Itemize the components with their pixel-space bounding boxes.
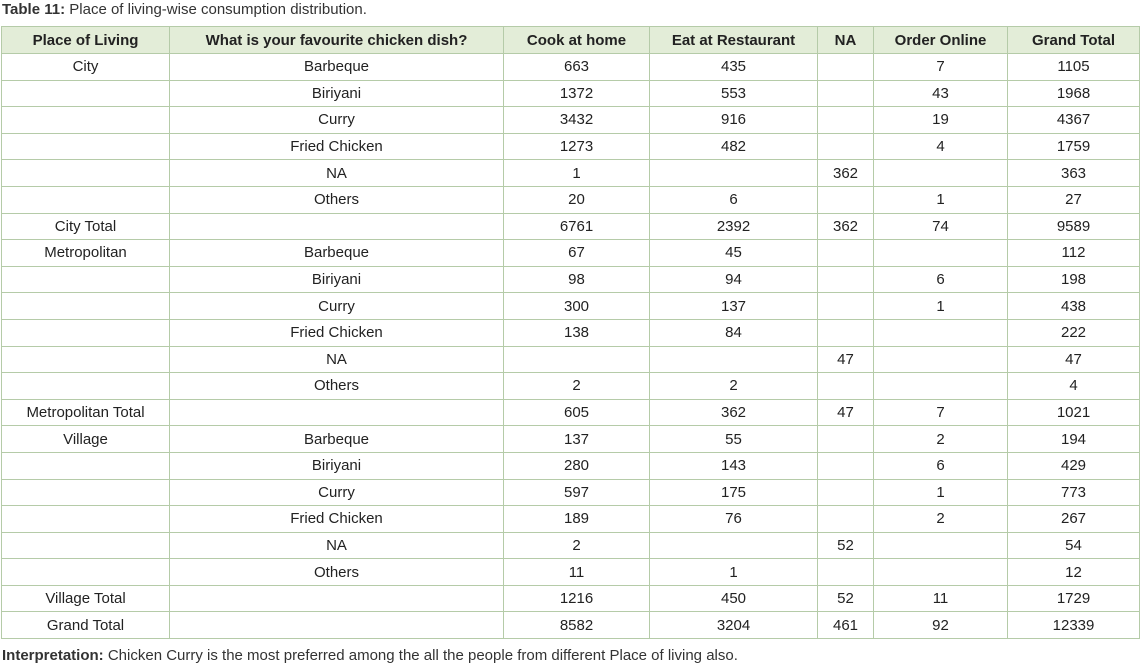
table-cell: 76 (650, 506, 818, 533)
table-cell (818, 133, 874, 160)
table-cell: Others (170, 186, 504, 213)
table-row (2, 160, 1140, 187)
table-cell: 267 (1008, 506, 1140, 533)
table-cell (2, 186, 170, 213)
table-cell (818, 452, 874, 479)
table-cell (2, 293, 170, 320)
table-cell: Biriyani (170, 80, 504, 107)
table-cell (818, 266, 874, 293)
table-cell (818, 293, 874, 320)
table-cell: 47 (1008, 346, 1140, 373)
table-cell: 52 (818, 585, 874, 612)
table-cell: 482 (650, 133, 818, 160)
table-row (2, 54, 1140, 81)
table-row (2, 399, 1140, 426)
table-cell: 363 (1008, 160, 1140, 187)
table-cell: Barbeque (170, 54, 504, 81)
table-cell: NA (170, 532, 504, 559)
table-row (2, 479, 1140, 506)
table-row (2, 213, 1140, 240)
table-cell: NA (170, 160, 504, 187)
table-cell (818, 559, 874, 586)
table-row (2, 559, 1140, 586)
table-cell: 916 (650, 107, 818, 134)
table-row (2, 133, 1140, 160)
table-cell: 1759 (1008, 133, 1140, 160)
table-cell: 1 (504, 160, 650, 187)
table-cell: 2392 (650, 213, 818, 240)
table-cell: 11 (874, 585, 1008, 612)
table-cell: 435 (650, 54, 818, 81)
table-cell: 1 (874, 186, 1008, 213)
table-cell: 175 (650, 479, 818, 506)
interpretation-text: Chicken Curry is the most preferred among the all the people from different Place of living also. (103, 647, 738, 664)
table-cell (818, 319, 874, 346)
table-cell: 597 (504, 479, 650, 506)
table-cell: 4 (1008, 373, 1140, 400)
table-cell: 67 (504, 240, 650, 267)
table-cell: 1021 (1008, 399, 1140, 426)
table-row (2, 319, 1140, 346)
table-cell: Fried Chicken (170, 319, 504, 346)
table-cell: 1372 (504, 80, 650, 107)
table-cell: 92 (874, 612, 1008, 639)
table-cell: Metropolitan (2, 240, 170, 267)
table-cell: 137 (650, 293, 818, 320)
table-row (2, 107, 1140, 134)
caption-label: Table 11: (2, 1, 66, 18)
table-cell: 553 (650, 80, 818, 107)
table-cell (874, 373, 1008, 400)
table-cell: Village Total (2, 585, 170, 612)
table-row (2, 293, 1140, 320)
table-cell: Barbeque (170, 240, 504, 267)
table-cell: 138 (504, 319, 650, 346)
table-cell: 12339 (1008, 612, 1140, 639)
table-cell (170, 399, 504, 426)
table-cell: 280 (504, 452, 650, 479)
table-cell: 47 (818, 399, 874, 426)
table-cell (504, 346, 650, 373)
table-cell: 605 (504, 399, 650, 426)
table-cell: 1729 (1008, 585, 1140, 612)
consumption-table-container (1, 26, 1139, 639)
table-cell: Biriyani (170, 452, 504, 479)
table-cell: 94 (650, 266, 818, 293)
table-cell: 429 (1008, 452, 1140, 479)
table-cell: 112 (1008, 240, 1140, 267)
table-cell (2, 506, 170, 533)
table-cell (2, 160, 170, 187)
table-cell (818, 426, 874, 453)
table-cell (818, 240, 874, 267)
table-cell: Others (170, 373, 504, 400)
table-cell: 194 (1008, 426, 1140, 453)
table-cell: 362 (818, 213, 874, 240)
table-cell (650, 346, 818, 373)
table-cell (2, 346, 170, 373)
table-cell: 362 (650, 399, 818, 426)
table-cell: 3204 (650, 612, 818, 639)
table-cell: 362 (818, 160, 874, 187)
table-row (2, 266, 1140, 293)
table-cell: 74 (874, 213, 1008, 240)
table-cell: 6 (650, 186, 818, 213)
column-header: Place of Living (2, 27, 170, 54)
column-header: What is your favourite chicken dish? (170, 27, 504, 54)
table-cell (2, 107, 170, 134)
table-row (2, 80, 1140, 107)
column-header: Order Online (874, 27, 1008, 54)
table-row (2, 585, 1140, 612)
table-cell (818, 506, 874, 533)
table-cell: Others (170, 559, 504, 586)
table-cell (2, 479, 170, 506)
table-cell: 222 (1008, 319, 1140, 346)
table-cell (2, 266, 170, 293)
table-cell: Barbeque (170, 426, 504, 453)
table-cell: 2 (874, 426, 1008, 453)
table-cell: 461 (818, 612, 874, 639)
table-cell (874, 559, 1008, 586)
table-cell (650, 160, 818, 187)
table-cell: 2 (650, 373, 818, 400)
table-cell (874, 240, 1008, 267)
table-cell (874, 319, 1008, 346)
table-cell (2, 373, 170, 400)
table-cell: City (2, 54, 170, 81)
table-cell (170, 585, 504, 612)
table-row (2, 240, 1140, 267)
table-cell: 54 (1008, 532, 1140, 559)
table-cell: Biriyani (170, 266, 504, 293)
table-cell (818, 373, 874, 400)
table-cell (2, 319, 170, 346)
table-cell: 6 (874, 452, 1008, 479)
table-caption (2, 0, 367, 22)
table-cell (2, 559, 170, 586)
table-cell: 143 (650, 452, 818, 479)
table-cell: 7 (874, 399, 1008, 426)
table-cell: Fried Chicken (170, 506, 504, 533)
table-cell: 189 (504, 506, 650, 533)
caption-text: Place of living-wise consumption distribution. (65, 1, 367, 18)
interpretation-label: Interpretation: (2, 647, 104, 664)
table-row (2, 346, 1140, 373)
table-cell: 137 (504, 426, 650, 453)
table-cell: 84 (650, 319, 818, 346)
table-row (2, 373, 1140, 400)
table-cell: 1 (874, 293, 1008, 320)
table-cell: 1968 (1008, 80, 1140, 107)
table-cell: 55 (650, 426, 818, 453)
column-header: Eat at Restaurant (650, 27, 818, 54)
table-cell: 300 (504, 293, 650, 320)
table-cell: Grand Total (2, 612, 170, 639)
table-cell (818, 107, 874, 134)
table-cell: 43 (874, 80, 1008, 107)
table-cell: 8582 (504, 612, 650, 639)
table-cell (818, 479, 874, 506)
table-row (2, 506, 1140, 533)
table-cell: 12 (1008, 559, 1140, 586)
table-cell: Curry (170, 293, 504, 320)
table-cell: 3432 (504, 107, 650, 134)
table-cell: 1 (650, 559, 818, 586)
table-cell (818, 54, 874, 81)
table-cell: 9589 (1008, 213, 1140, 240)
table-cell (650, 532, 818, 559)
table-cell: Curry (170, 107, 504, 134)
table-cell: 438 (1008, 293, 1140, 320)
table-cell: 1216 (504, 585, 650, 612)
table-cell: 1273 (504, 133, 650, 160)
table-cell: 19 (874, 107, 1008, 134)
table-cell: 773 (1008, 479, 1140, 506)
table-cell: 27 (1008, 186, 1140, 213)
table-cell (2, 532, 170, 559)
table-cell: Curry (170, 479, 504, 506)
table-cell: 4 (874, 133, 1008, 160)
column-header: NA (818, 27, 874, 54)
table-cell (874, 346, 1008, 373)
table-cell: City Total (2, 213, 170, 240)
column-header: Cook at home (504, 27, 650, 54)
table-cell: 1105 (1008, 54, 1140, 81)
table-cell: 6761 (504, 213, 650, 240)
table-cell: 45 (650, 240, 818, 267)
column-header: Grand Total (1008, 27, 1140, 54)
table-cell: 1 (874, 479, 1008, 506)
table-header-row (2, 27, 1140, 54)
table-cell: Fried Chicken (170, 133, 504, 160)
table-row (2, 426, 1140, 453)
table-cell: 98 (504, 266, 650, 293)
table-cell: 6 (874, 266, 1008, 293)
table-row (2, 452, 1140, 479)
table-cell: 20 (504, 186, 650, 213)
table-cell: 47 (818, 346, 874, 373)
consumption-table (1, 26, 1140, 639)
table-cell: Metropolitan Total (2, 399, 170, 426)
table-cell (170, 213, 504, 240)
table-cell: 2 (874, 506, 1008, 533)
table-cell: 4367 (1008, 107, 1140, 134)
table-cell (2, 452, 170, 479)
table-row (2, 612, 1140, 639)
table-cell: 2 (504, 373, 650, 400)
table-cell: NA (170, 346, 504, 373)
table-cell: Village (2, 426, 170, 453)
table-cell: 663 (504, 54, 650, 81)
table-cell (2, 80, 170, 107)
table-body (2, 54, 1140, 639)
table-cell: 11 (504, 559, 650, 586)
table-cell (818, 80, 874, 107)
table-cell: 450 (650, 585, 818, 612)
table-cell (874, 532, 1008, 559)
table-cell (818, 186, 874, 213)
table-cell: 198 (1008, 266, 1140, 293)
table-cell: 52 (818, 532, 874, 559)
table-row (2, 186, 1140, 213)
table-cell: 7 (874, 54, 1008, 81)
interpretation-note (2, 645, 738, 667)
table-cell (2, 133, 170, 160)
table-cell: 2 (504, 532, 650, 559)
table-cell (874, 160, 1008, 187)
table-row (2, 532, 1140, 559)
table-cell (170, 612, 504, 639)
